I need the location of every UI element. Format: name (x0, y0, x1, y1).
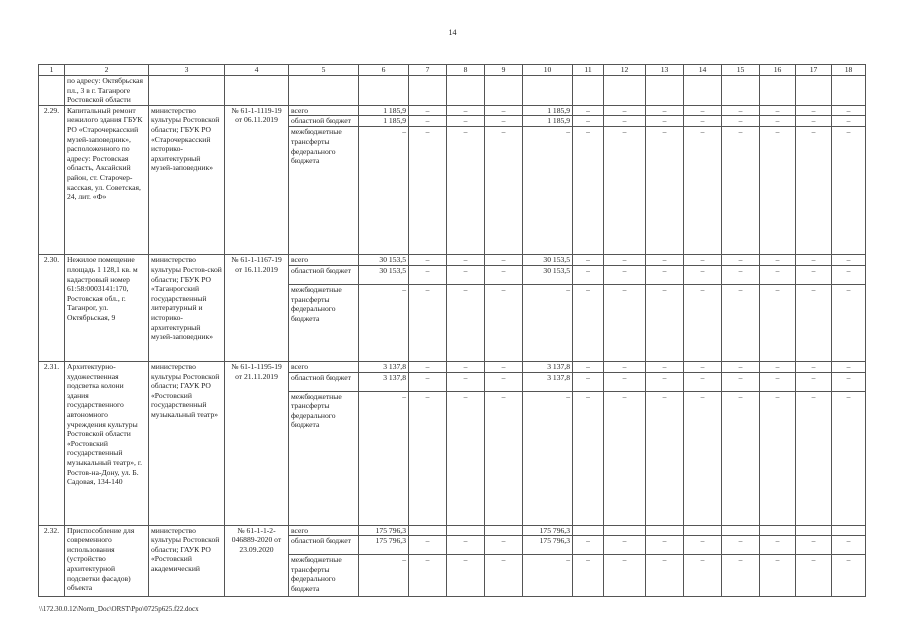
value-cell: 175 796,3 (523, 525, 573, 536)
table-row (39, 255, 866, 266)
column-header: 9 (485, 65, 523, 76)
value-cell: – (760, 391, 796, 525)
value-cell (646, 525, 684, 536)
value-cell: – (832, 127, 866, 255)
value-cell (409, 76, 447, 106)
column-header: 11 (573, 65, 604, 76)
document-cell: № 61-1-1119-19 от 06.11.2019 (225, 105, 289, 255)
value-cell: – (604, 372, 646, 391)
value-cell: – (796, 361, 832, 372)
value-cell: – (485, 555, 523, 597)
value-cell (760, 525, 796, 536)
column-header: 18 (832, 65, 866, 76)
value-cell: – (447, 536, 485, 555)
value-cell: – (573, 361, 604, 372)
value-cell: – (796, 372, 832, 391)
row-number-cell: 2.30. (39, 255, 65, 362)
source-cell: межбюджетные трансферты федерального бюджета (289, 127, 359, 255)
value-cell: – (447, 555, 485, 597)
continuation-row (39, 76, 866, 106)
value-cell: – (573, 127, 604, 255)
column-header: 2 (65, 65, 149, 76)
value-cell: – (485, 255, 523, 266)
value-cell: – (646, 284, 684, 361)
column-header: 12 (604, 65, 646, 76)
value-cell: 30 153,5 (523, 265, 573, 284)
value-cell: – (604, 265, 646, 284)
value-cell (832, 76, 866, 106)
value-cell: – (722, 536, 760, 555)
source-cell: всего (289, 105, 359, 116)
value-cell: – (573, 255, 604, 266)
column-header: 8 (447, 65, 485, 76)
value-cell: – (523, 284, 573, 361)
value-cell (409, 525, 447, 536)
row-number-cell: 2.31. (39, 361, 65, 525)
value-cell (684, 76, 722, 106)
file-path-footer: \\172.30.0.12\Norm_Doc\ORST\Ppo\0725p625.f22.docx (39, 605, 199, 613)
value-cell: – (646, 127, 684, 255)
value-cell: – (832, 391, 866, 525)
source-cell: всего (289, 361, 359, 372)
value-cell: 175 796,3 (359, 536, 409, 555)
object-cell: Капитальный ремонт нежилого здания ГБУК РО «Старочеркасский музей-заповедник», расположенного по адресу: Ростовская область, Аксайский район, ст. Старочер-касская, ул. Советская, 24, лит. «Ф» (65, 105, 149, 255)
source-cell: межбюджетные трансферты федерального бюджета (289, 555, 359, 597)
value-cell (796, 525, 832, 536)
source-cell: областной бюджет (289, 536, 359, 555)
value-cell: 1 185,9 (359, 116, 409, 127)
value-cell: – (684, 555, 722, 597)
value-cell (447, 525, 485, 536)
value-cell: – (646, 265, 684, 284)
value-cell: – (447, 105, 485, 116)
value-cell: – (604, 105, 646, 116)
value-cell: – (409, 361, 447, 372)
source-cell: всего (289, 525, 359, 536)
value-cell (684, 525, 722, 536)
value-cell: – (684, 105, 722, 116)
value-cell: – (573, 265, 604, 284)
value-cell: 3 137,8 (359, 361, 409, 372)
value-cell: – (684, 265, 722, 284)
value-cell: – (796, 284, 832, 361)
value-cell: – (485, 127, 523, 255)
value-cell: – (832, 555, 866, 597)
value-cell: – (409, 284, 447, 361)
value-cell (646, 76, 684, 106)
value-cell: – (447, 127, 485, 255)
table-row (39, 525, 866, 536)
value-cell: 175 796,3 (523, 536, 573, 555)
row-number-cell (39, 76, 65, 106)
value-cell: 30 153,5 (359, 255, 409, 266)
value-cell: – (447, 255, 485, 266)
value-cell: – (684, 391, 722, 525)
value-cell: – (604, 116, 646, 127)
value-cell: – (760, 105, 796, 116)
value-cell: – (684, 116, 722, 127)
value-cell: – (760, 361, 796, 372)
value-cell: – (359, 391, 409, 525)
value-cell: – (447, 265, 485, 284)
column-header: 15 (722, 65, 760, 76)
value-cell: 175 796,3 (359, 525, 409, 536)
value-cell: – (573, 391, 604, 525)
value-cell: – (573, 372, 604, 391)
value-cell: – (796, 105, 832, 116)
value-cell: – (604, 391, 646, 525)
value-cell (832, 525, 866, 536)
column-header: 4 (225, 65, 289, 76)
column-header: 10 (523, 65, 573, 76)
value-cell: – (604, 361, 646, 372)
value-cell: – (646, 361, 684, 372)
source-cell: всего (289, 255, 359, 266)
value-cell: 30 153,5 (523, 255, 573, 266)
value-cell: – (832, 116, 866, 127)
value-cell: – (447, 372, 485, 391)
value-cell: – (409, 372, 447, 391)
value-cell: – (409, 105, 447, 116)
row-number-cell: 2.29. (39, 105, 65, 255)
value-cell: – (409, 127, 447, 255)
value-cell: – (604, 255, 646, 266)
value-cell: 3 137,8 (523, 361, 573, 372)
value-cell: – (684, 127, 722, 255)
value-cell: – (796, 391, 832, 525)
value-cell: – (646, 536, 684, 555)
object-cell: по адресу: Октябрьская пл., 3 в г. Таганроге Ростовской области (65, 76, 149, 106)
value-cell: – (604, 555, 646, 597)
value-cell: – (832, 105, 866, 116)
value-cell: – (832, 284, 866, 361)
value-cell: – (573, 105, 604, 116)
value-cell: – (359, 127, 409, 255)
value-cell (760, 76, 796, 106)
value-cell: – (523, 555, 573, 597)
value-cell: – (485, 116, 523, 127)
value-cell: – (722, 255, 760, 266)
value-cell: – (485, 361, 523, 372)
value-cell: – (796, 265, 832, 284)
value-cell (604, 76, 646, 106)
value-cell: – (760, 372, 796, 391)
value-cell: – (447, 391, 485, 525)
value-cell: – (760, 555, 796, 597)
value-cell: – (760, 536, 796, 555)
source-cell: областной бюджет (289, 116, 359, 127)
column-header: 3 (149, 65, 225, 76)
value-cell: – (832, 265, 866, 284)
value-cell: – (485, 536, 523, 555)
value-cell: – (573, 555, 604, 597)
value-cell: – (485, 284, 523, 361)
value-cell (447, 76, 485, 106)
column-header: 6 (359, 65, 409, 76)
value-cell: – (485, 105, 523, 116)
value-cell: 3 137,8 (523, 372, 573, 391)
value-cell: – (684, 372, 722, 391)
value-cell: – (760, 265, 796, 284)
source-cell: межбюджетные трансферты федерального бюджета (289, 391, 359, 525)
value-cell: – (760, 127, 796, 255)
value-cell: 1 185,9 (523, 105, 573, 116)
value-cell (359, 76, 409, 106)
value-cell: – (722, 361, 760, 372)
document-table (38, 64, 866, 597)
object-cell: Архитектурно-художественная подсветка колони здания государственного автономного учреждения культуры Ростовской области «Ростовский государственный музыкальный театр», г. Ростов-на-Дону, ул. Б. Садовая, 134-140 (65, 361, 149, 525)
value-cell: – (646, 372, 684, 391)
column-header: 13 (646, 65, 684, 76)
value-cell: – (684, 361, 722, 372)
value-cell: 3 137,8 (359, 372, 409, 391)
value-cell: – (573, 536, 604, 555)
value-cell: – (832, 255, 866, 266)
value-cell: – (485, 265, 523, 284)
value-cell (604, 525, 646, 536)
object-cell: Приспособление для современного использования (устройство архитектурной подсветки фасадов) объекта (65, 525, 149, 597)
value-cell: – (646, 555, 684, 597)
value-cell: – (485, 372, 523, 391)
value-cell: – (646, 105, 684, 116)
value-cell: – (409, 536, 447, 555)
value-cell: 1 185,9 (359, 105, 409, 116)
customer-cell: министерство культуры Ростов-ской области; ГБУК РО «Таганрогский государственный литературный и историко-архитектурный музей-заповедник» (149, 255, 225, 362)
value-cell: – (760, 255, 796, 266)
value-cell: – (646, 391, 684, 525)
value-cell: – (722, 372, 760, 391)
value-cell: – (722, 116, 760, 127)
value-cell: – (722, 555, 760, 597)
value-cell: – (646, 116, 684, 127)
document-cell (225, 76, 289, 106)
row-number-cell: 2.32. (39, 525, 65, 597)
value-cell: – (409, 116, 447, 127)
value-cell: – (722, 391, 760, 525)
column-header: 14 (684, 65, 722, 76)
column-header: 5 (289, 65, 359, 76)
value-cell: – (447, 284, 485, 361)
value-cell (573, 76, 604, 106)
customer-cell: министерство культуры Ростовской области; ГБУК РО «Старочеркасский историко-архитектурный музей-заповедник» (149, 105, 225, 255)
value-cell: – (722, 265, 760, 284)
column-header: 17 (796, 65, 832, 76)
value-cell: – (684, 536, 722, 555)
value-cell: – (646, 255, 684, 266)
value-cell: – (832, 536, 866, 555)
value-cell: – (722, 284, 760, 361)
column-header: 7 (409, 65, 447, 76)
customer-cell: министерство культуры Ростовской области; ГАУК РО «Ростовский государственный музыкальный театр» (149, 361, 225, 525)
table-row (39, 361, 866, 372)
value-cell: – (796, 555, 832, 597)
value-cell: – (832, 361, 866, 372)
value-cell: – (573, 284, 604, 361)
value-cell: – (604, 127, 646, 255)
value-cell (485, 76, 523, 106)
value-cell: – (832, 372, 866, 391)
value-cell: – (796, 127, 832, 255)
source-cell (289, 76, 359, 106)
value-cell: – (796, 116, 832, 127)
value-cell: – (796, 255, 832, 266)
value-cell: – (722, 105, 760, 116)
value-cell: – (523, 127, 573, 255)
value-cell: – (447, 361, 485, 372)
column-header: 16 (760, 65, 796, 76)
value-cell: – (409, 555, 447, 597)
value-cell: – (409, 391, 447, 525)
source-cell: межбюджетные трансферты федерального бюджета (289, 284, 359, 361)
value-cell (796, 76, 832, 106)
value-cell: 1 185,9 (523, 116, 573, 127)
column-header: 1 (39, 65, 65, 76)
page-number: 14 (448, 28, 457, 37)
value-cell: – (604, 536, 646, 555)
value-cell (485, 525, 523, 536)
document-cell: № 61-1-1195-19 от 21.11.2019 (225, 361, 289, 525)
value-cell: – (684, 255, 722, 266)
value-cell: – (409, 265, 447, 284)
value-cell (573, 525, 604, 536)
value-cell: – (573, 116, 604, 127)
column-header-row (39, 65, 866, 76)
value-cell: – (359, 555, 409, 597)
customer-cell (149, 76, 225, 106)
value-cell: – (447, 116, 485, 127)
value-cell: – (760, 284, 796, 361)
value-cell (722, 76, 760, 106)
value-cell: – (722, 127, 760, 255)
customer-cell: министерство культуры Ростовской области; ГАУК РО «Ростовский академический (149, 525, 225, 597)
document-cell: № 61-1-1167-19 от 16.11.2019 (225, 255, 289, 362)
object-cell: Нежилое помещение площадь 1 128,1 кв. м кадастровый номер 61:58:0003141:170, Ростовская обл., г. Таганрог, ул. Октябрьская, 9 (65, 255, 149, 362)
value-cell: – (485, 391, 523, 525)
value-cell: – (684, 284, 722, 361)
value-cell: – (796, 536, 832, 555)
value-cell: 30 153,5 (359, 265, 409, 284)
value-cell: – (760, 116, 796, 127)
value-cell: – (409, 255, 447, 266)
value-cell (722, 525, 760, 536)
value-cell (523, 76, 573, 106)
value-cell: – (359, 284, 409, 361)
table-row (39, 105, 866, 116)
document-cell: № 61-1-1-2-046889-2020 от 23.09.2020 (225, 525, 289, 597)
value-cell: – (523, 391, 573, 525)
source-cell: областной бюджет (289, 265, 359, 284)
value-cell: – (604, 284, 646, 361)
source-cell: областной бюджет (289, 372, 359, 391)
